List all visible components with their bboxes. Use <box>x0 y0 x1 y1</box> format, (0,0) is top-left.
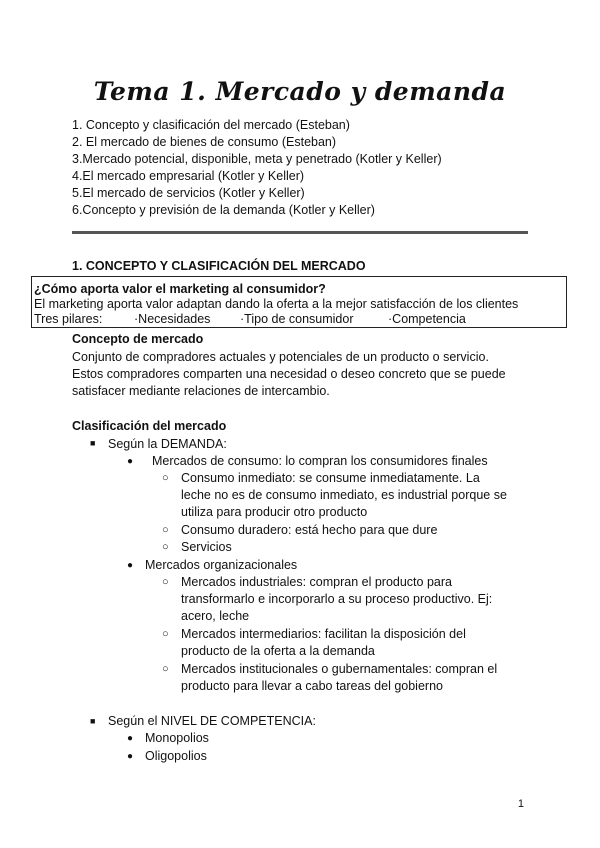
pillar-item: ·Tipo de consumidor <box>240 312 354 326</box>
pillar-item: ·Necesidades <box>134 312 211 326</box>
pillars-label: Tres pilares: <box>34 312 103 326</box>
pillar-item: ·Competencia <box>388 312 466 326</box>
dot-bullet-icon: ● <box>127 751 134 762</box>
page-title: Tema 1. Mercado y demanda <box>93 77 507 106</box>
toc-item: 5.El mercado de servicios (Kotler y Keller) <box>72 186 305 200</box>
divider <box>72 231 528 234</box>
page-number: 1 <box>517 798 524 810</box>
list-item-continued: leche no es de consumo inmediato, es industrial porque se <box>181 488 507 502</box>
demand-label: Según la DEMANDA: <box>108 437 227 451</box>
circle-bullet-icon: ○ <box>162 628 169 640</box>
square-bullet-icon: ■ <box>90 716 96 726</box>
list-item: Monopolios <box>145 731 209 745</box>
concept-heading: Concepto de mercado <box>72 332 204 346</box>
list-item: Oligopolios <box>145 749 207 763</box>
dot-bullet-icon: ● <box>127 456 134 467</box>
callout-question: ¿Cómo aporta valor el marketing al consumidor? <box>34 282 326 296</box>
list-item: Consumo inmediato: se consume inmediatamente. La <box>181 471 480 485</box>
circle-bullet-icon: ○ <box>162 576 169 588</box>
list-item-continued: transformarlo e incorporarlo a su proceso productivo. Ej: <box>181 592 493 606</box>
concept-line: Estos compradores comparten una necesidad o deseo concreto que se puede <box>72 367 506 381</box>
competition-label: Según el NIVEL DE COMPETENCIA: <box>108 714 316 728</box>
toc-item: 3.Mercado potencial, disponible, meta y penetrado (Kotler y Keller) <box>72 152 442 166</box>
pillars-row <box>34 311 554 328</box>
toc-item: 1. Concepto y clasificación del mercado (Esteban) <box>72 118 350 132</box>
circle-bullet-icon: ○ <box>162 524 169 536</box>
list-item: Mercados institucionales o gubernamentales: compran el <box>181 662 498 676</box>
toc-item: 4.El mercado empresarial (Kotler y Keller) <box>72 169 305 183</box>
table-of-contents <box>72 117 442 219</box>
dot-bullet-icon: ● <box>127 733 134 744</box>
list-item: Mercados industriales: compran el producto para <box>181 575 452 589</box>
list-item: Servicios <box>181 540 232 554</box>
list-item-continued: acero, leche <box>181 609 250 623</box>
toc-item: 6.Concepto y previsión de la demanda (Kotler y Keller) <box>72 203 375 217</box>
toc-item: 2. El mercado de bienes de consumo (Esteban) <box>72 135 337 149</box>
dot-bullet-icon: ● <box>127 560 134 571</box>
circle-bullet-icon: ○ <box>162 541 169 553</box>
circle-bullet-icon: ○ <box>162 663 169 675</box>
list-item-continued: producto de la oferta a la demanda <box>181 644 375 658</box>
square-bullet-icon: ■ <box>90 438 96 448</box>
classification-heading: Clasificación del mercado <box>72 419 227 433</box>
concept-line: satisfacer mediante relaciones de intercambio. <box>72 384 330 398</box>
organizational-markets-label: Mercados organizacionales <box>145 558 298 572</box>
circle-bullet-icon: ○ <box>162 472 169 484</box>
list-item: Consumo duradero: está hecho para que dure <box>181 523 438 537</box>
section-heading: 1. CONCEPTO Y CLASIFICACIÓN DEL MERCADO <box>72 259 366 273</box>
list-item: Mercados intermediarios: facilitan la disposición del <box>181 627 466 641</box>
callout-answer: El marketing aporta valor adaptan dando la oferta a la mejor satisfacción de los clientes <box>34 297 519 311</box>
list-item-continued: producto para llevar a cabo tareas del gobierno <box>181 679 443 693</box>
consumer-markets-label: Mercados de consumo: lo compran los consumidores finales <box>152 454 488 468</box>
concept-line: Conjunto de compradores actuales y potenciales de un producto o servicio. <box>72 350 489 364</box>
list-item-continued: utiliza para producir otro producto <box>181 505 368 519</box>
